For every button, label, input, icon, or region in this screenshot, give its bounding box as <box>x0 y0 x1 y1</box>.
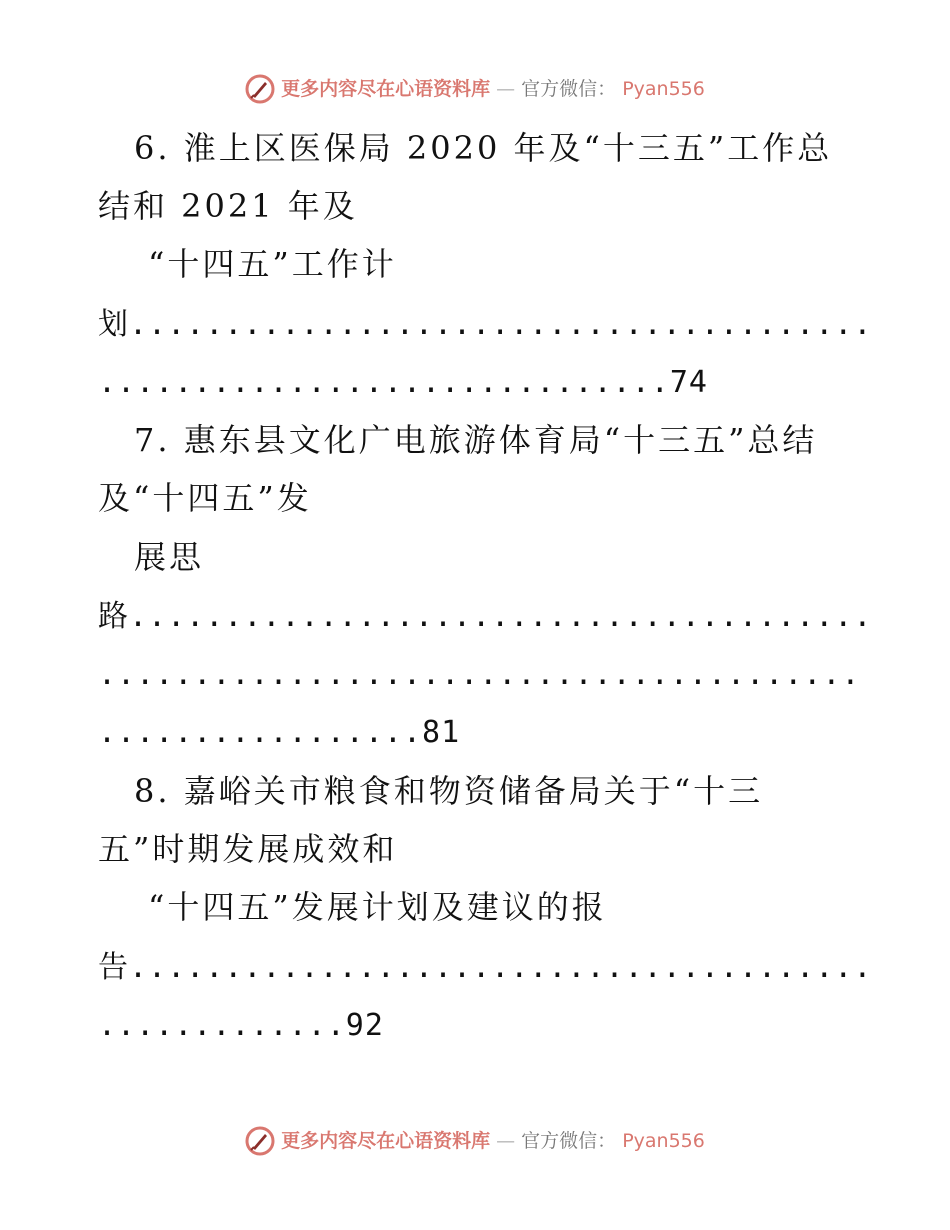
toc-entry-8-leader-line1: 告....................................... <box>98 950 873 985</box>
toc-entry-7-title-line1[interactable]: 7. 惠东县文化广电旅游体育局“十三五”总结 <box>134 421 818 459</box>
banner-wechat-id: Pyan556 <box>622 78 705 100</box>
quill-logo-icon <box>245 1126 275 1156</box>
header-watermark <box>0 74 950 104</box>
quill-logo-icon <box>245 74 275 104</box>
banner-slogan: 更多内容尽在心语资料库 <box>281 78 491 100</box>
toc-entry-8-page-number[interactable]: .............92 <box>98 1008 384 1043</box>
banner-label: 官方微信： <box>521 78 617 100</box>
toc-entry-8-title-line3: “十四五”发展计划及建议的报 <box>148 888 607 926</box>
banner-dash: — <box>496 1130 516 1152</box>
footer-watermark <box>0 1126 950 1156</box>
toc-entry-6-title-line3: “十四五”工作计 <box>148 245 397 283</box>
banner-dash: — <box>496 78 516 100</box>
banner-label: 官方微信： <box>521 1130 617 1152</box>
toc-entry-8-title-line2: 五”时期发展成效和 <box>98 830 398 868</box>
toc-entry-8-title-line1[interactable]: 8. 嘉峪关市粮食和物资储备局关于“十三 <box>134 772 764 810</box>
toc-entry-7-title-line2: 及“十四五”发 <box>98 479 312 517</box>
banner-slogan: 更多内容尽在心语资料库 <box>281 1130 491 1152</box>
toc-entry-7-leader-line2: ........................................ <box>98 657 861 692</box>
toc-entry-6-leader-line1: 划....................................... <box>98 307 873 342</box>
toc-entry-7-leader-line1: 路....................................... <box>98 599 873 634</box>
toc-entry-6-title-line1[interactable]: 6. 淮上区医保局 2020 年及“十三五”工作总 <box>134 129 833 167</box>
banner-wechat-id: Pyan556 <box>622 1130 705 1152</box>
toc-entry-7-page-number[interactable]: .................81 <box>98 715 461 750</box>
toc-entry-7-title-line3: 展思 <box>134 538 205 576</box>
toc-entry-6-page-number[interactable]: ..............................74 <box>98 365 708 400</box>
toc-entry-6-title-line2: 结和 2021 年及 <box>98 187 358 225</box>
